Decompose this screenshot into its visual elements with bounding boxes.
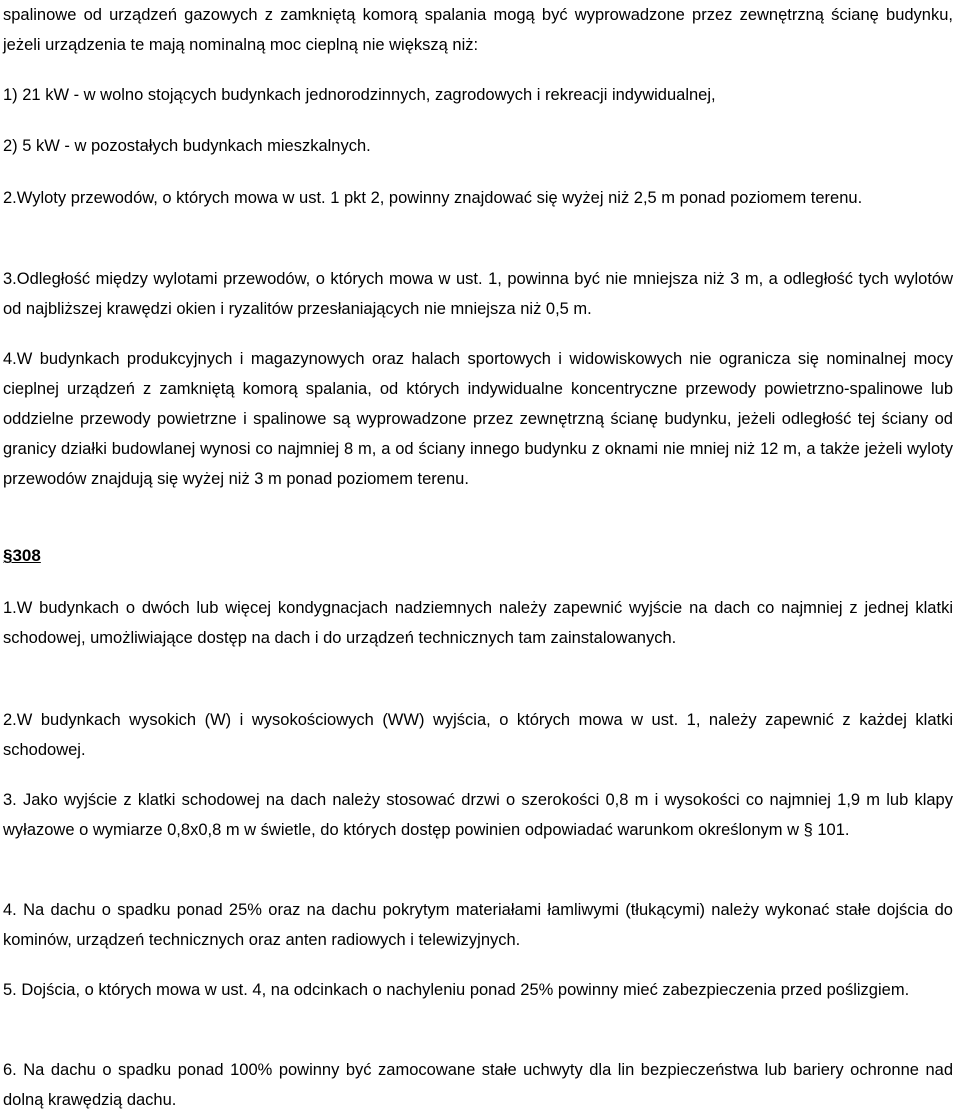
paragraph-item-4: 4.W budynkach produkcyjnych i magazynowych oraz halach sportowych i widowiskowych nie ogranicza się nominalnej mocy cieplnej urządzeń z zamkniętą komorą spalania, od których indywidualne koncentryczne przewody powietrzno-spalinowe lub oddzielne przewody powietrzne i spalinowe są wyprowadzone przez zewnętrzną ścianę budynku, jeżeli odległość tej ściany od granicy działki budowlanej wynosi co najmniej 8 m, a od ściany innego budynku z oknami nie mniej niż 12 m, a także jeżeli wyloty przewodów znajdują się wyżej niż 3 m ponad poziomem terenu. <box>3 350 953 488</box>
paragraph-item-2: 2.Wyloty przewodów, o których mowa w ust. 1 pkt 2, powinny znajdować się wyżej niż 2,5 m ponad poziomem terenu. <box>3 189 863 207</box>
section-paragraph-5: 5. Dojścia, o których mowa w ust. 4, na odcinkach o nachyleniu ponad 25% powinny mieć zabezpieczenia przed poślizgiem. <box>3 981 910 999</box>
list-item-2: 2) 5 kW - w pozostałych budynkach mieszkalnych. <box>3 137 371 155</box>
section-heading: §308 <box>3 546 41 565</box>
section-paragraph-1: 1.W budynkach o dwóch lub więcej kondygnacjach nadziemnych należy zapewnić wyjście na dach co najmniej z jednej klatki schodowej, umożliwiające dostęp na dach i do urządzeń technicznych tam zainstalowanych. <box>3 599 953 647</box>
paragraph-intro: spalinowe od urządzeń gazowych z zamkniętą komorą spalania mogą być wyprowadzone przez zewnętrzną ścianę budynku, jeżeli urządzenia te mają nominalną moc cieplną nie większą niż: <box>3 6 953 54</box>
section-paragraph-6: 6. Na dachu o spadku ponad 100% powinny być zamocowane stałe uchwyty dla lin bezpieczeństwa lub bariery ochronne nad dolną krawędzią dachu. <box>3 1061 953 1109</box>
list-item-1: 1) 21 kW - w wolno stojących budynkach jednorodzinnych, zagrodowych i rekreacji indywidualnej, <box>3 86 716 104</box>
section-paragraph-3: 3. Jako wyjście z klatki schodowej na dach należy stosować drzwi o szerokości 0,8 m i wysokości co najmniej 1,9 m lub klapy wyłazowe o wymiarze 0,8x0,8 m w świetle, do których dostęp powinien odpowiadać warunkom określonym w § 101. <box>3 791 953 839</box>
paragraph-item-3: 3.Odległość między wylotami przewodów, o których mowa w ust. 1, powinna być nie mniejsza niż 3 m, a odległość tych wylotów od najbliższej krawędzi okien i ryzalitów przesłaniających nie mniejsza niż 0,5 m. <box>3 270 953 318</box>
section-paragraph-2: 2.W budynkach wysokich (W) i wysokościowych (WW) wyjścia, o których mowa w ust. 1, należy zapewnić z każdej klatki schodowej. <box>3 711 953 759</box>
section-paragraph-4: 4. Na dachu o spadku ponad 25% oraz na dachu pokrytym materiałami łamliwymi (tłukącymi) należy wykonać stałe dojścia do kominów, urządzeń technicznych oraz anten radiowych i telewizyjnych. <box>3 901 953 949</box>
